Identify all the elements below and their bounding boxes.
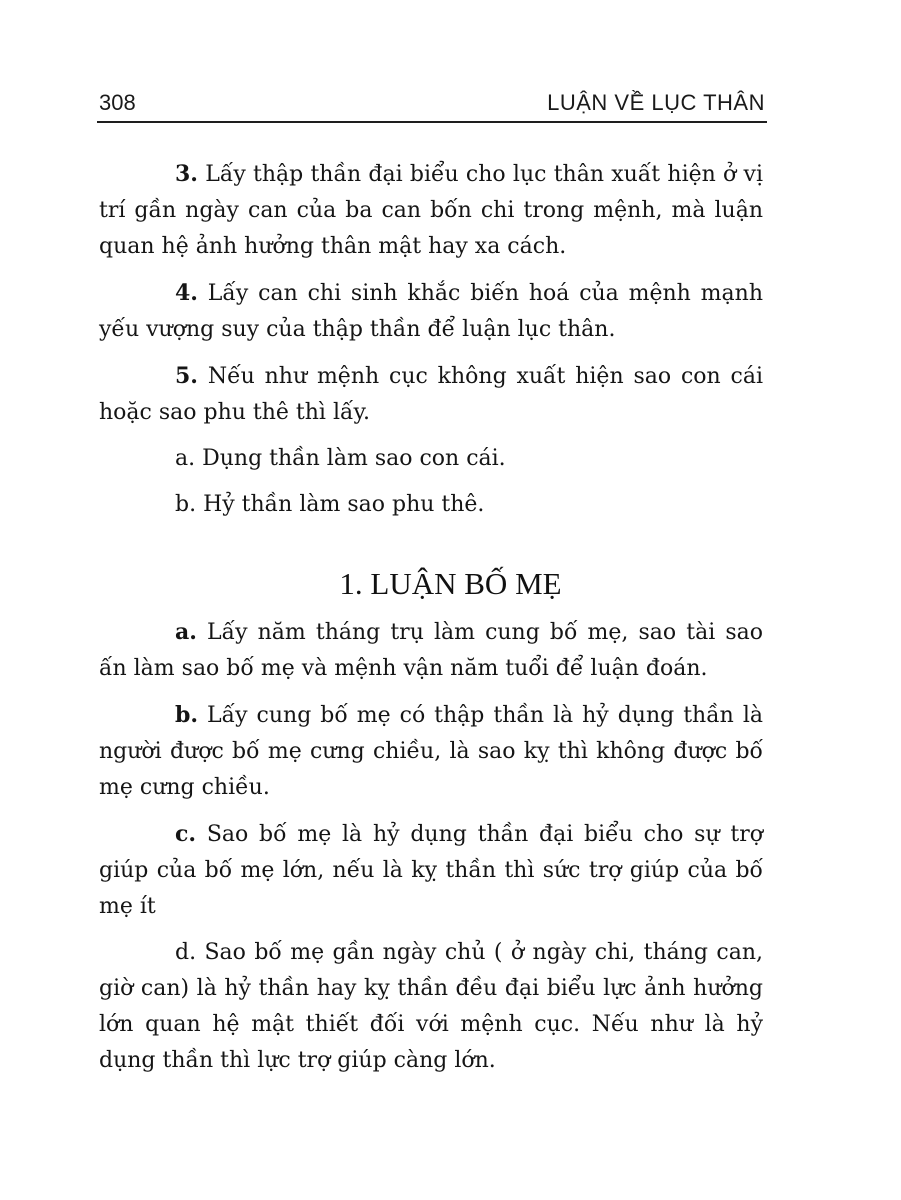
paragraph-text: Lấy can chi sinh khắc biến hoá của mệnh mạnh yếu vượng suy của thập thần để luận lục thân.: [99, 281, 763, 342]
intro-paragraph-3: [99, 156, 763, 265]
section-paragraph-b: [99, 697, 763, 806]
item-letter: d.: [175, 940, 197, 965]
chapter-title: LUẬN VỀ LỤC THÂN: [547, 90, 765, 115]
header-divider: [97, 121, 767, 123]
paragraph-text: Nếu như mệnh cục không xuất hiện sao con cái hoặc sao phu thê thì lấy.: [99, 364, 763, 425]
paragraph-text: Lấy năm tháng trụ làm cung bố mẹ, sao tài sao ấn làm sao bố mẹ và mệnh vận năm tuổi để luận đoán.: [99, 620, 763, 681]
item-number: 3.: [175, 161, 198, 187]
item-letter: b.: [175, 702, 199, 728]
section-list: [99, 614, 763, 1079]
page-number: 308: [99, 90, 136, 115]
section-paragraph-a: [99, 614, 763, 687]
item-letter: a.: [175, 619, 197, 645]
intro-paragraph-4: [99, 275, 763, 348]
paragraph-text: Sao bố mẹ gần ngày chủ ( ở ngày chi, tháng can, giờ can) là hỷ thần hay kỵ thần đều đại biểu lực ảnh hưởng lớn quan hệ mật thiết đối với mệnh cục. Nếu như là hỷ dụng thần thì lực trợ giúp càng lớn.: [99, 940, 764, 1073]
sub-item-b: b. Hỷ thần làm sao phu thê.: [175, 492, 485, 517]
paragraph-text: Lấy cung bố mẹ có thập thần là hỷ dụng thần là người được bố mẹ cưng chiều, là sao kỵ thì không được bố mẹ cưng chiều.: [99, 703, 763, 800]
item-letter: c.: [175, 821, 197, 847]
section-paragraph-c: [99, 816, 763, 925]
intro-paragraph-5: [99, 358, 763, 431]
item-number: 4.: [175, 280, 198, 306]
section-heading: 1. LUẬN BỐ MẸ: [339, 566, 562, 601]
paragraph-text: Lấy thập thần đại biểu cho lục thân xuất hiện ở vị trí gần ngày can của ba can bốn chi trong mệnh, mà luận quan hệ ảnh hưởng thân mật hay xa cách.: [99, 162, 764, 259]
paragraph-text: Sao bố mẹ là hỷ dụng thần đại biểu cho sự trợ giúp của bố mẹ lớn, nếu là kỵ thần thì sức trợ giúp của bố mẹ ít: [99, 822, 763, 919]
sub-item-a: a. Dụng thần làm sao con cái.: [175, 446, 506, 471]
section-paragraph-d: [99, 935, 763, 1079]
running-header: [99, 86, 765, 120]
item-number: 5.: [175, 363, 198, 389]
intro-list: [99, 156, 763, 523]
